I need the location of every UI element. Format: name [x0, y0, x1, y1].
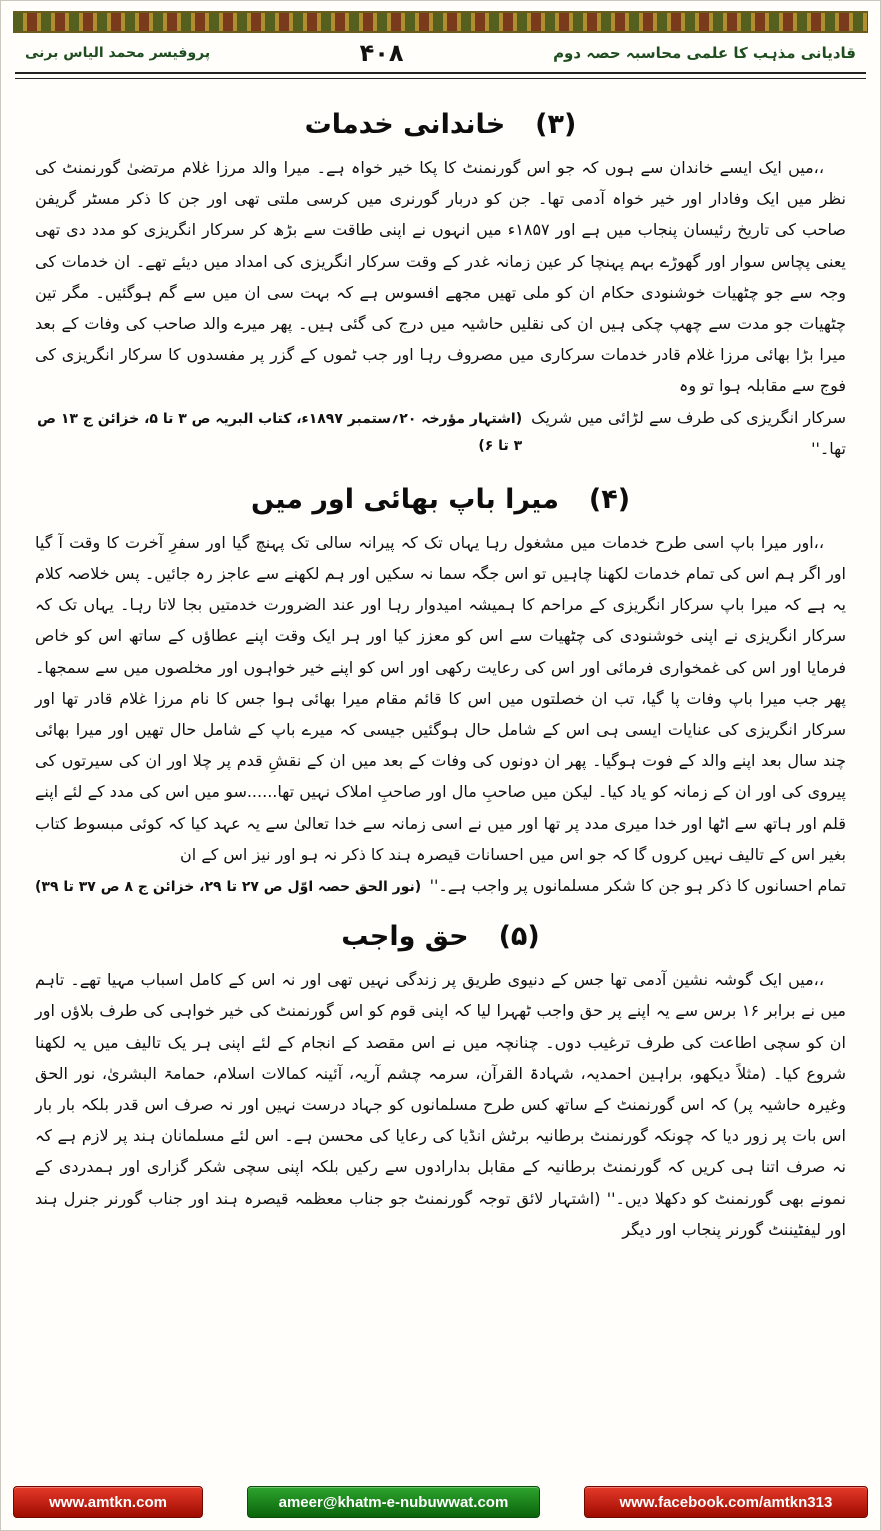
header-divider — [15, 72, 866, 79]
section-title: میرا باپ بھائی اور میں — [250, 483, 559, 515]
section-number: (۳) — [535, 109, 577, 140]
page-number: ۴۰۸ — [359, 39, 404, 67]
section-number: (۵) — [498, 921, 540, 953]
citation-reference: (اشتہار مؤرخہ ۲۰؍ستمبر ۱۸۹۷ء، کتاب البریہ ص ۳ تا ۵، خزائن ج ۱۳ ص ۳ تا ۶) — [37, 410, 523, 454]
citation-row — [35, 402, 846, 464]
section-title: حق واجب — [341, 921, 469, 953]
page-footer — [13, 1486, 868, 1518]
section-family-services — [35, 109, 846, 464]
footer-facebook-url: www.facebook.com/amtkn313 — [584, 1486, 868, 1518]
author-name: پروفیسر محمد الیاس برنی — [25, 45, 211, 61]
citation-reference: (نور الحق حصہ اوّل ص ۲۷ تا ۲۹، خزائن ج ۸ ص ۳۷ تا ۳۹) — [35, 878, 422, 895]
section-heading — [35, 921, 846, 952]
quote-ending: سرکار انگریزی کی طرف سے لڑائی میں شریک تھا۔'' — [531, 407, 846, 458]
footer-email-address: ameer@khatm-e-nubuwwat.com — [247, 1486, 540, 1518]
citation-row — [35, 870, 846, 901]
book-title: قادیانی مذہب کا علمی محاسبہ حصہ دوم — [553, 44, 856, 62]
section-haq-wajib — [35, 921, 846, 1245]
section-heading — [35, 109, 846, 140]
page-header — [1, 33, 880, 70]
ornamental-border — [13, 11, 868, 33]
section-body: ،،میں ایک گوشہ نشین آدمی تھا جس کے دنیوی طریق پر زندگی نہیں تھی اور نہ اس کے کامل اسباب مہیا تھے۔ تاہم میں نے برابر ۱۶ برس سے یہ اپنے پر حق واجب ٹھہرا لیا کہ اپنی قوم کو اس گورنمنٹ کی خیر خواہی کی طرف بلاؤں اور ان کو سچی اطاعت کی طرف ترغیب دوں۔ چنانچہ میں نے اس مقصد کے انجام کے لئے اپنی ہر یک تالیف میں یہ لکھنا شروع کیا۔ (مثلاً دیکھو، براہین احمدیہ، شہادۃ القرآن، سرمہ چشم آریہ، آئینہ کمالات اسلام، حمامۃ البشریٰ، نور الحق وغیرہ حاشیہ پر) کہ اس گورنمنٹ کے ساتھ کس طرح مسلمانوں کو جہاد درست نہیں اور نہ صرف اس قدر بلکہ بار بار اس بات پر زور دیا کہ چونکہ گورنمنٹ برطانیہ برٹش انڈیا کی رعایا کی محسن ہے۔ اس لئے مسلمانان ہند پر لازم ہے کہ نہ صرف اتنا ہی کریں کہ گورنمنٹ برطانیہ کے مقابل بدارادوں سے رکیں بلکہ اپنی سچی شکر گزاری اور ہمدردی کے نمونے بھی گورنمنٹ کو دکھلا دیں۔'' (اشتہار لائق توجہ گورنمنٹ جو جناب معظمہ قیصرہ ہند اور جناب گورنر جنرل ہند اور لیفٹیننٹ گورنر پنجاب اور دیگر — [35, 970, 846, 1239]
section-body: ،،اور میرا باپ اسی طرح خدمات میں مشغول رہا یہاں تک کہ پیرانہ سالی تک پہنچ گیا اور سفرِ آخرت کا وقت آ گیا اور اگر ہم اس کی تمام خدمات لکھنا چاہیں تو اس جگہ سما نہ سکیں اور ہم لکھنے سے عاجز رہ جائیں۔ پس خلاصہ کلام یہ ہے کہ میرا باپ سرکار انگریزی کے مراحم کا ہمیشہ امیدوار رہا اور عند الضرورت خدمتیں بجا لاتا رہا۔ یہاں تک کہ سرکار انگریزی نے اپنی خوشنودی کی چٹھیات سے اس کو معزز کیا اور ہر ایک وقت اپنے عطاؤں کے ساتھ اس کو خاص فرمایا اور اس کی غمخواری فرمائی اور اس کی رعایت رکھی اور اس کو اپنے خیر خواہوں اور مخلصوں میں سے سمجھا۔ پھر جب میرا باپ وفات پا گیا، تب ان خصلتوں میں اس کا قائم مقام میرا بھائی ہوا جس کا نام مرزا غلام قادر تھا اور سرکار انگریزی کی عنایات ایسی ہی اس کے شامل حال ہوگئیں جیسی کہ میرے باپ کے شامل حال تھیں اور میرا بھائی چند سال بعد اپنے والد کے فوت ہوگیا۔ پھر ان دونوں کی وفات کے بعد میں ان کے نقشِ قدم پر چلا اور ان کی سیرتوں کی پیروی کی اور ان کے زمانہ کو یاد کیا۔ لیکن میں صاحبِ مال اور صاحبِ املاک نہیں تھا......سو میں اس کی مدد کے لئے اپنے قلم اور ہاتھ سے اٹھا اور خدا میری مدد پر تھا اور میں نے اسی زمانہ سے خدا تعالیٰ سے یہ عہد کیا کہ کوئی مبسوط کتاب بغیر اس کے تالیف نہیں کروں گا کہ جو اس میں احسانات قیصرہ ہند کا ذکر نہ ہو اور نیز اس کے ان — [35, 532, 846, 864]
section-father-brother-me — [35, 484, 846, 901]
section-number: (۴) — [588, 483, 631, 515]
quote-ending: تمام احسانوں کا ذکر ہو جن کا شکر مسلمانوں پر واجب ہے۔'' — [429, 875, 846, 895]
page-content — [1, 83, 880, 1245]
section-title: خاندانی خدمات — [304, 109, 506, 140]
footer-website-url: www.amtkn.com — [13, 1486, 203, 1518]
section-heading — [35, 484, 846, 515]
section-body: ،،میں ایک ایسے خاندان سے ہوں کہ جو اس گورنمنٹ کا پکا خیر خواہ ہے۔ میرا والد مرزا غلام مرتضیٰ گورنمنٹ کی نظر میں ایک وفادار اور خیر خواہ آدمی تھا۔ جن کو دربار گورنری میں کرسی ملتی تھی اور جن کا ذکر مسٹر گریفن صاحب کی تاریخ رئیسان پنجاب میں ہے اور ۱۸۵۷ء میں انہوں نے اپنی طاقت سے بڑھ کر سرکار انگریزی کو مدد دی تھی یعنی پچاس سوار اور گھوڑے بہم پہنچا کر عین زمانہ غدر کے وقت سرکار انگریزی کی امداد میں دیئے تھے۔ ان خدمات کی وجہ سے جو چٹھیات خوشنودی حکام ان کو ملی تھیں مجھے افسوس ہے کہ بہت سی ان میں سے گم ہوگئیں۔ مگر تین چٹھیات جو مدت سے چھپ چکی ہیں ان کی نقلیں حاشیہ میں درج کی گئی ہیں۔ پھر میرے والد صاحب کی وفات کے بعد میرا بڑا بھائی مرزا غلام قادر خدمات سرکاری میں مصروف رہا اور جب ٹموں کے گزر پر مفسدوں کا سرکار انگریزی کی فوج سے مقابلہ ہوا تو وہ — [35, 158, 847, 396]
